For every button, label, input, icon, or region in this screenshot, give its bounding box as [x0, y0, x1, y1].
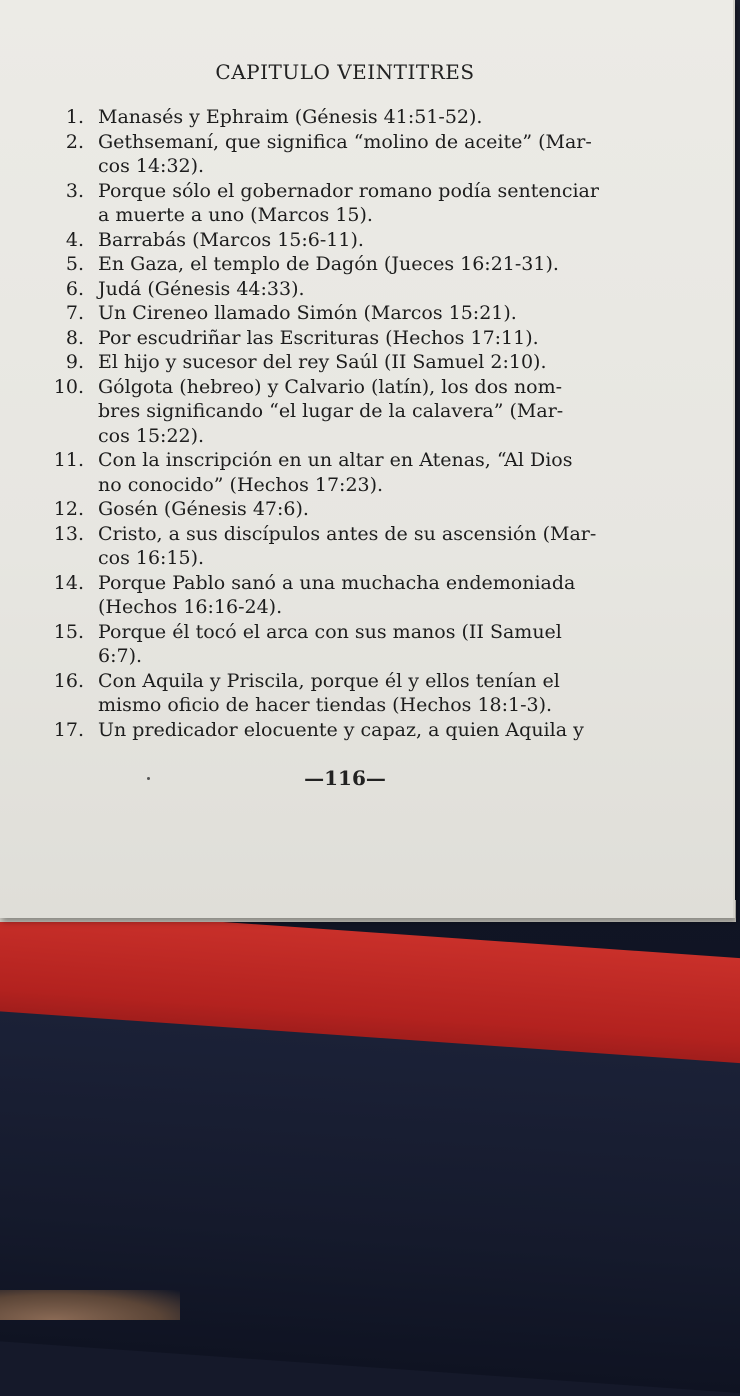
- answer-number: 14.: [53, 571, 84, 594]
- answer-number: 3.: [65, 179, 84, 202]
- answer-item: [40, 375, 650, 449]
- answer-text: Judá (Génesis 44:33).: [98, 277, 305, 300]
- answer-item: [40, 669, 650, 718]
- answer-number: 6.: [65, 277, 84, 300]
- answer-text: Porque él tocó el arca con sus manos (II Samuel 6:7).: [98, 620, 562, 667]
- answer-text: Porque sólo el gobernador romano podía sentenciar a muerte a uno (Marcos 15).: [98, 179, 599, 226]
- answer-list: [40, 105, 650, 742]
- answer-text: El hijo y sucesor del rey Saúl (II Samuel 2:10).: [98, 351, 547, 373]
- answer-item: [40, 326, 650, 351]
- answer-item: [40, 620, 650, 669]
- answer-number: 2.: [65, 130, 84, 153]
- answer-number: 7.: [65, 302, 84, 324]
- answer-text: Por escudriñar las Escrituras (Hechos 17:11).: [98, 326, 539, 349]
- answer-item: [40, 571, 650, 620]
- answer-item: [40, 252, 650, 277]
- answer-item: [40, 277, 650, 302]
- answer-text: Un predicador elocuente y capaz, a quien Aquila y: [98, 718, 584, 741]
- answer-text: Un Cireneo llamado Simón (Marcos 15:21).: [98, 302, 517, 324]
- answer-item: [40, 105, 650, 130]
- answer-item: [40, 350, 650, 375]
- answer-text: Cristo, a sus discípulos antes de su ascensión (Mar- cos 16:15).: [98, 522, 597, 569]
- answer-number: 9.: [65, 351, 84, 373]
- answer-text: Con Aquila y Priscila, porque él y ellos tenían el mismo oficio de hacer tiendas (Hechos 18:1-3).: [98, 669, 560, 716]
- answer-text: Gosén (Génesis 47:6).: [98, 498, 309, 520]
- answer-item: [40, 718, 650, 743]
- answer-item: [40, 448, 650, 497]
- answer-number: 11.: [53, 449, 84, 471]
- answer-text: Porque Pablo sanó a una muchacha endemoniada (Hechos 16:16-24).: [98, 571, 576, 618]
- answer-number: 15.: [53, 620, 84, 643]
- answer-text: Manasés y Ephraim (Génesis 41:51-52).: [98, 106, 483, 128]
- answer-item: [40, 301, 650, 326]
- answer-number: 13.: [53, 522, 84, 545]
- answer-text: Con la inscripción en un altar en Atenas, “Al Dios no conocido” (Hechos 17:23).: [98, 449, 573, 496]
- answer-number: 16.: [53, 669, 84, 692]
- answer-item: [40, 228, 650, 253]
- answer-item: [40, 130, 650, 179]
- answer-text: En Gaza, el templo de Dagón (Jueces 16:21-31).: [98, 253, 559, 275]
- answer-number: 5.: [65, 253, 84, 275]
- answer-number: 8.: [65, 326, 84, 349]
- answer-number: 4.: [65, 228, 84, 251]
- dark-fabric: [0, 1010, 740, 1396]
- answer-text: Barrabás (Marcos 15:6-11).: [98, 228, 364, 251]
- answer-item: [40, 179, 650, 228]
- chapter-title: CAPITULO VEINTITRES: [215, 60, 475, 84]
- answer-number: 1.: [65, 106, 84, 128]
- answer-text: Gethsemaní, que significa “molino de aceite” (Mar- cos 14:32).: [98, 130, 592, 177]
- answer-item: [40, 497, 650, 522]
- answer-number: 17.: [53, 718, 84, 741]
- answer-number: 10.: [53, 375, 84, 398]
- answer-number: 12.: [53, 498, 84, 520]
- answer-text: Gólgota (hebreo) y Calvario (latín), los dos nom- bres significando “el lugar de la calavera” (Mar- cos 15:22).: [98, 375, 564, 447]
- answer-item: [40, 522, 650, 571]
- page-number: —116—: [304, 766, 386, 790]
